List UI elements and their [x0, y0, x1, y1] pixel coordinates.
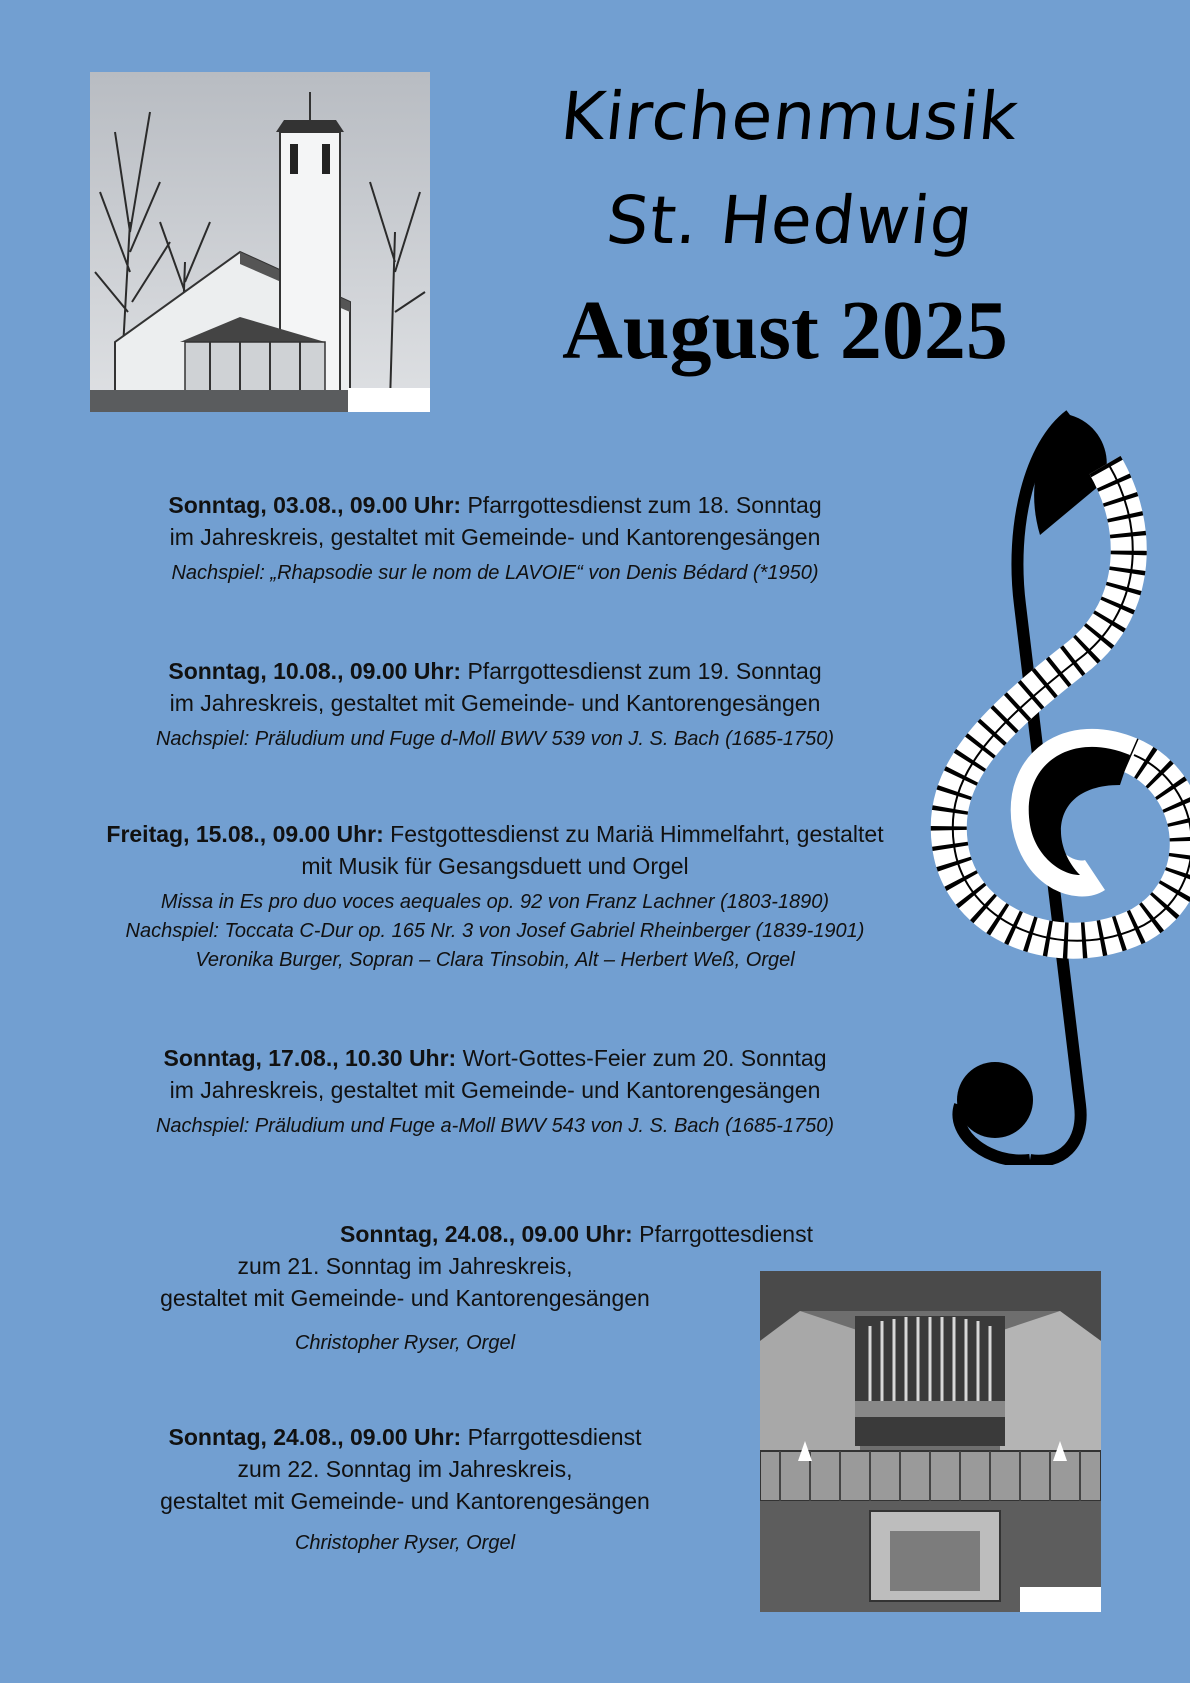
event-note-postlude: Nachspiel: Toccata C-Dur op. 165 Nr. 3 von Josef Gabriel Rheinberger (1839-1901) [125, 920, 865, 942]
event-2025-08-17 [110, 1042, 880, 1141]
event-title: Pfarrgottesdienst zum 18. Sonntag [461, 492, 822, 518]
event-2025-08-24-first-body [130, 1250, 680, 1314]
church-photo [90, 72, 430, 412]
organ-photo [760, 1271, 1101, 1612]
event-note: Nachspiel: Präludium und Fuge d-Moll BWV 539 von J. S. Bach (1685-1750) [155, 728, 835, 750]
event-2025-08-24-first-header [340, 1218, 860, 1250]
event-title: Wort-Gottes-Feier zum 20. Sonntag [456, 1045, 827, 1071]
event-note: Christopher Ryser, Orgel [294, 1332, 516, 1354]
event-note-performers: Veronika Burger, Sopran – Clara Tinsobin, Alt – Herbert Weß, Orgel [195, 949, 795, 971]
title-st-hedwig: St. Hedwig [602, 182, 978, 259]
event-date: Sonntag, 03.08., 09.00 Uhr: [168, 492, 462, 518]
event-title: Pfarrgottesdienst [461, 1424, 642, 1450]
event-main [110, 489, 880, 521]
event-2025-08-03 [110, 489, 880, 588]
event-2025-08-15 [60, 818, 930, 975]
event-note: Christopher Ryser, Orgel [294, 1532, 516, 1554]
event-title: Pfarrgottesdienst [632, 1221, 813, 1247]
event-date: Sonntag, 10.08., 09.00 Uhr: [168, 658, 462, 684]
event-main [110, 1042, 880, 1074]
title-kirchenmusik: Kirchenmusik [557, 78, 1023, 155]
event-note: Nachspiel: „Rhapsodie sur le nom de LAVOIE“ von Denis Bédard (*1950) [171, 562, 819, 584]
event-2025-08-10 [110, 655, 880, 754]
event-note: Nachspiel: Präludium und Fuge a-Moll BWV 543 von J. S. Bach (1685-1750) [155, 1115, 835, 1137]
event-main [60, 818, 930, 850]
event-title: Festgottesdienst zu Mariä Himmelfahrt, gestaltet [383, 821, 884, 847]
event-description-line1: zum 21. Sonntag im Jahreskreis, [237, 1253, 573, 1279]
event-date: Sonntag, 24.08., 09.00 Uhr: [168, 1424, 462, 1450]
event-note-mass: Missa in Es pro duo voces aequales op. 92 von Franz Lachner (1803-1890) [160, 891, 830, 913]
event-title: Pfarrgottesdienst zum 19. Sonntag [461, 658, 822, 684]
event-2025-08-24-second [130, 1421, 680, 1558]
event-description: im Jahreskreis, gestaltet mit Gemeinde- und Kantorengesängen [169, 690, 821, 716]
event-date: Freitag, 15.08., 09.00 Uhr: [106, 821, 384, 847]
event-description-line2: gestaltet mit Gemeinde- und Kantorengesängen [160, 1285, 650, 1311]
title-month: August 2025 [562, 284, 1008, 377]
event-description-line2: gestaltet mit Gemeinde- und Kantorengesängen [160, 1488, 650, 1514]
treble-clef-piano-icon [910, 405, 1190, 1165]
event-main [130, 1421, 680, 1453]
event-description: im Jahreskreis, gestaltet mit Gemeinde- und Kantorengesängen [169, 1077, 821, 1103]
event-description: im Jahreskreis, gestaltet mit Gemeinde- und Kantorengesängen [169, 524, 821, 550]
event-main [110, 655, 880, 687]
event-description-line1: zum 22. Sonntag im Jahreskreis, [237, 1456, 573, 1482]
event-date: Sonntag, 17.08., 10.30 Uhr: [163, 1045, 457, 1071]
event-date: Sonntag, 24.08., 09.00 Uhr: [340, 1221, 633, 1247]
event-description: mit Musik für Gesangsduett und Orgel [301, 853, 689, 879]
